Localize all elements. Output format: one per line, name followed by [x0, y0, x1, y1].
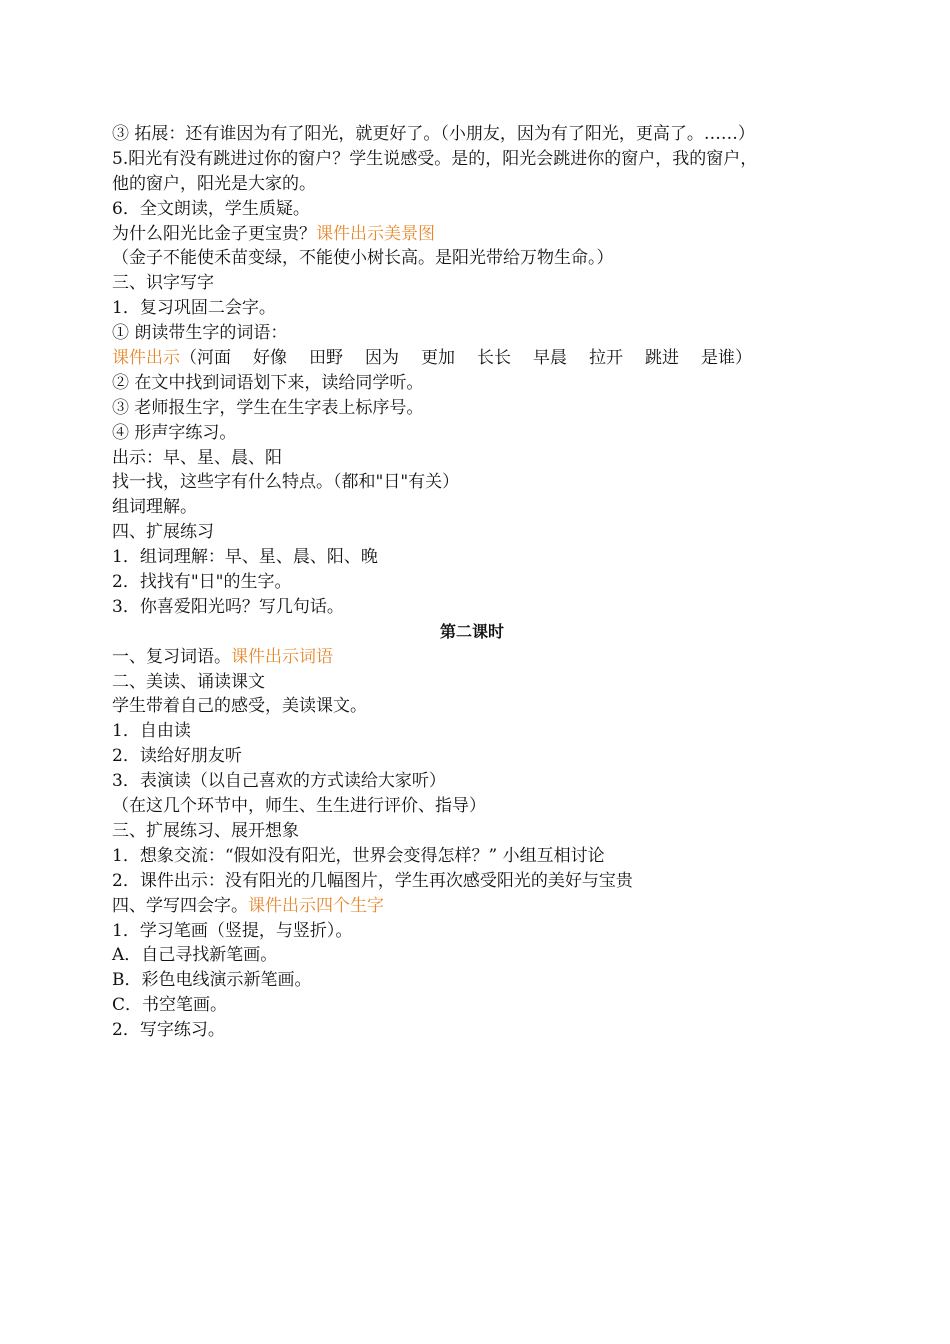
section-heading: 三、扩展练习、展开想象 [112, 820, 299, 841]
text-line: 1．学习笔画（竖提，与竖折）。 [112, 920, 353, 941]
word-item: 更加 [421, 348, 455, 369]
word-item: 长长 [477, 348, 511, 369]
section-heading [112, 894, 832, 919]
text-line: A．自己寻找新笔画。 [112, 945, 278, 966]
text-line: 组词理解。 [112, 497, 197, 518]
text-line: ② 在文中找到词语划下来，读给同学听。 [112, 372, 424, 393]
section-heading: 三、识字写字 [112, 273, 214, 294]
lesson-title: 第二课时 [439, 621, 504, 641]
text-line: 1．组词理解：早、星、晨、阳、晚 [112, 547, 378, 568]
word-item: 拉开 [589, 348, 623, 369]
text-line: 6．全文朗读，学生质疑。 [112, 198, 310, 219]
word-item: （河面 [180, 348, 231, 369]
line-text: 为什么阳光比金子更宝贵？ [112, 223, 316, 244]
text-line: 学生带着自己的感受，美读课文。 [112, 696, 367, 717]
text-line: 他的窗户，阳光是大家的。 [112, 173, 316, 194]
text-line: 出示：早、星、晨、阳 [112, 447, 282, 468]
text-line: （在这几个环节中，师生、生生进行评价、指导） [112, 796, 486, 817]
word-item: 好像 [253, 348, 287, 369]
line-text: 一、复习词语。 [112, 646, 231, 667]
word-item: 是谁） [701, 348, 752, 369]
text-line: ④ 形声字练习。 [112, 422, 237, 443]
word-item: 早晨 [533, 348, 567, 369]
word-item: 跳进 [645, 348, 679, 369]
section-heading [112, 645, 832, 670]
text-line: 5.阳光有没有跳进过你的窗户？学生说感受。是的，阳光会跳进你的窗户，我的窗户， [112, 148, 758, 169]
text-line: 2．写字练习。 [112, 1020, 225, 1041]
section-heading: 四、扩展练习 [112, 522, 214, 543]
text-line: ① 朗读带生字的词语： [112, 323, 288, 344]
section-heading: 二、美读、诵读课文 [112, 671, 265, 692]
text-line [112, 222, 832, 247]
document-page [112, 122, 832, 1043]
text-line: 2．找找有"日"的生字。 [112, 572, 292, 593]
text-line: ③ 老师报生字，学生在生字表上标序号。 [112, 397, 424, 418]
word-item: 因为 [365, 348, 399, 369]
text-line: B．彩色电线演示新笔画。 [112, 970, 312, 991]
text-line: 1．自由读 [112, 721, 191, 742]
text-line: 2．课件出示：没有阳光的几幅图片，学生再次感受阳光的美好与宝贵 [112, 870, 633, 891]
highlight-text: 课件出示词语 [231, 646, 333, 667]
text-line: （金子不能使禾苗变绿，不能使小树长高。是阳光带给万物生命。） [112, 248, 614, 269]
highlight-text: 课件出示美景图 [316, 223, 435, 244]
highlight-text: 课件出示四个生字 [248, 895, 384, 916]
text-line: 3．表演读（以自己喜欢的方式读给大家听） [112, 771, 446, 792]
text-line: C．书空笔画。 [112, 995, 228, 1016]
text-line: 1．想象交流：“假如没有阳光，世界会变得怎样？” 小组互相讨论 [112, 845, 605, 866]
word-item: 田野 [309, 348, 343, 369]
text-line: 找一找，这些字有什么特点。（都和"日"有关） [112, 472, 460, 493]
text-line: 2．读给好朋友听 [112, 746, 242, 767]
word-list-line [112, 346, 832, 371]
highlight-text: 课件出示 [112, 348, 180, 369]
text-line: 1．复习巩固二会字。 [112, 298, 276, 319]
line-text: 四、学写四会字。 [112, 895, 248, 916]
text-line: 3．你喜爱阳光吗？写几句话。 [112, 596, 344, 617]
text-line: ③ 拓展：还有谁因为有了阳光，就更好了。（小朋友，因为有了阳光，更高了。……） [112, 124, 755, 144]
